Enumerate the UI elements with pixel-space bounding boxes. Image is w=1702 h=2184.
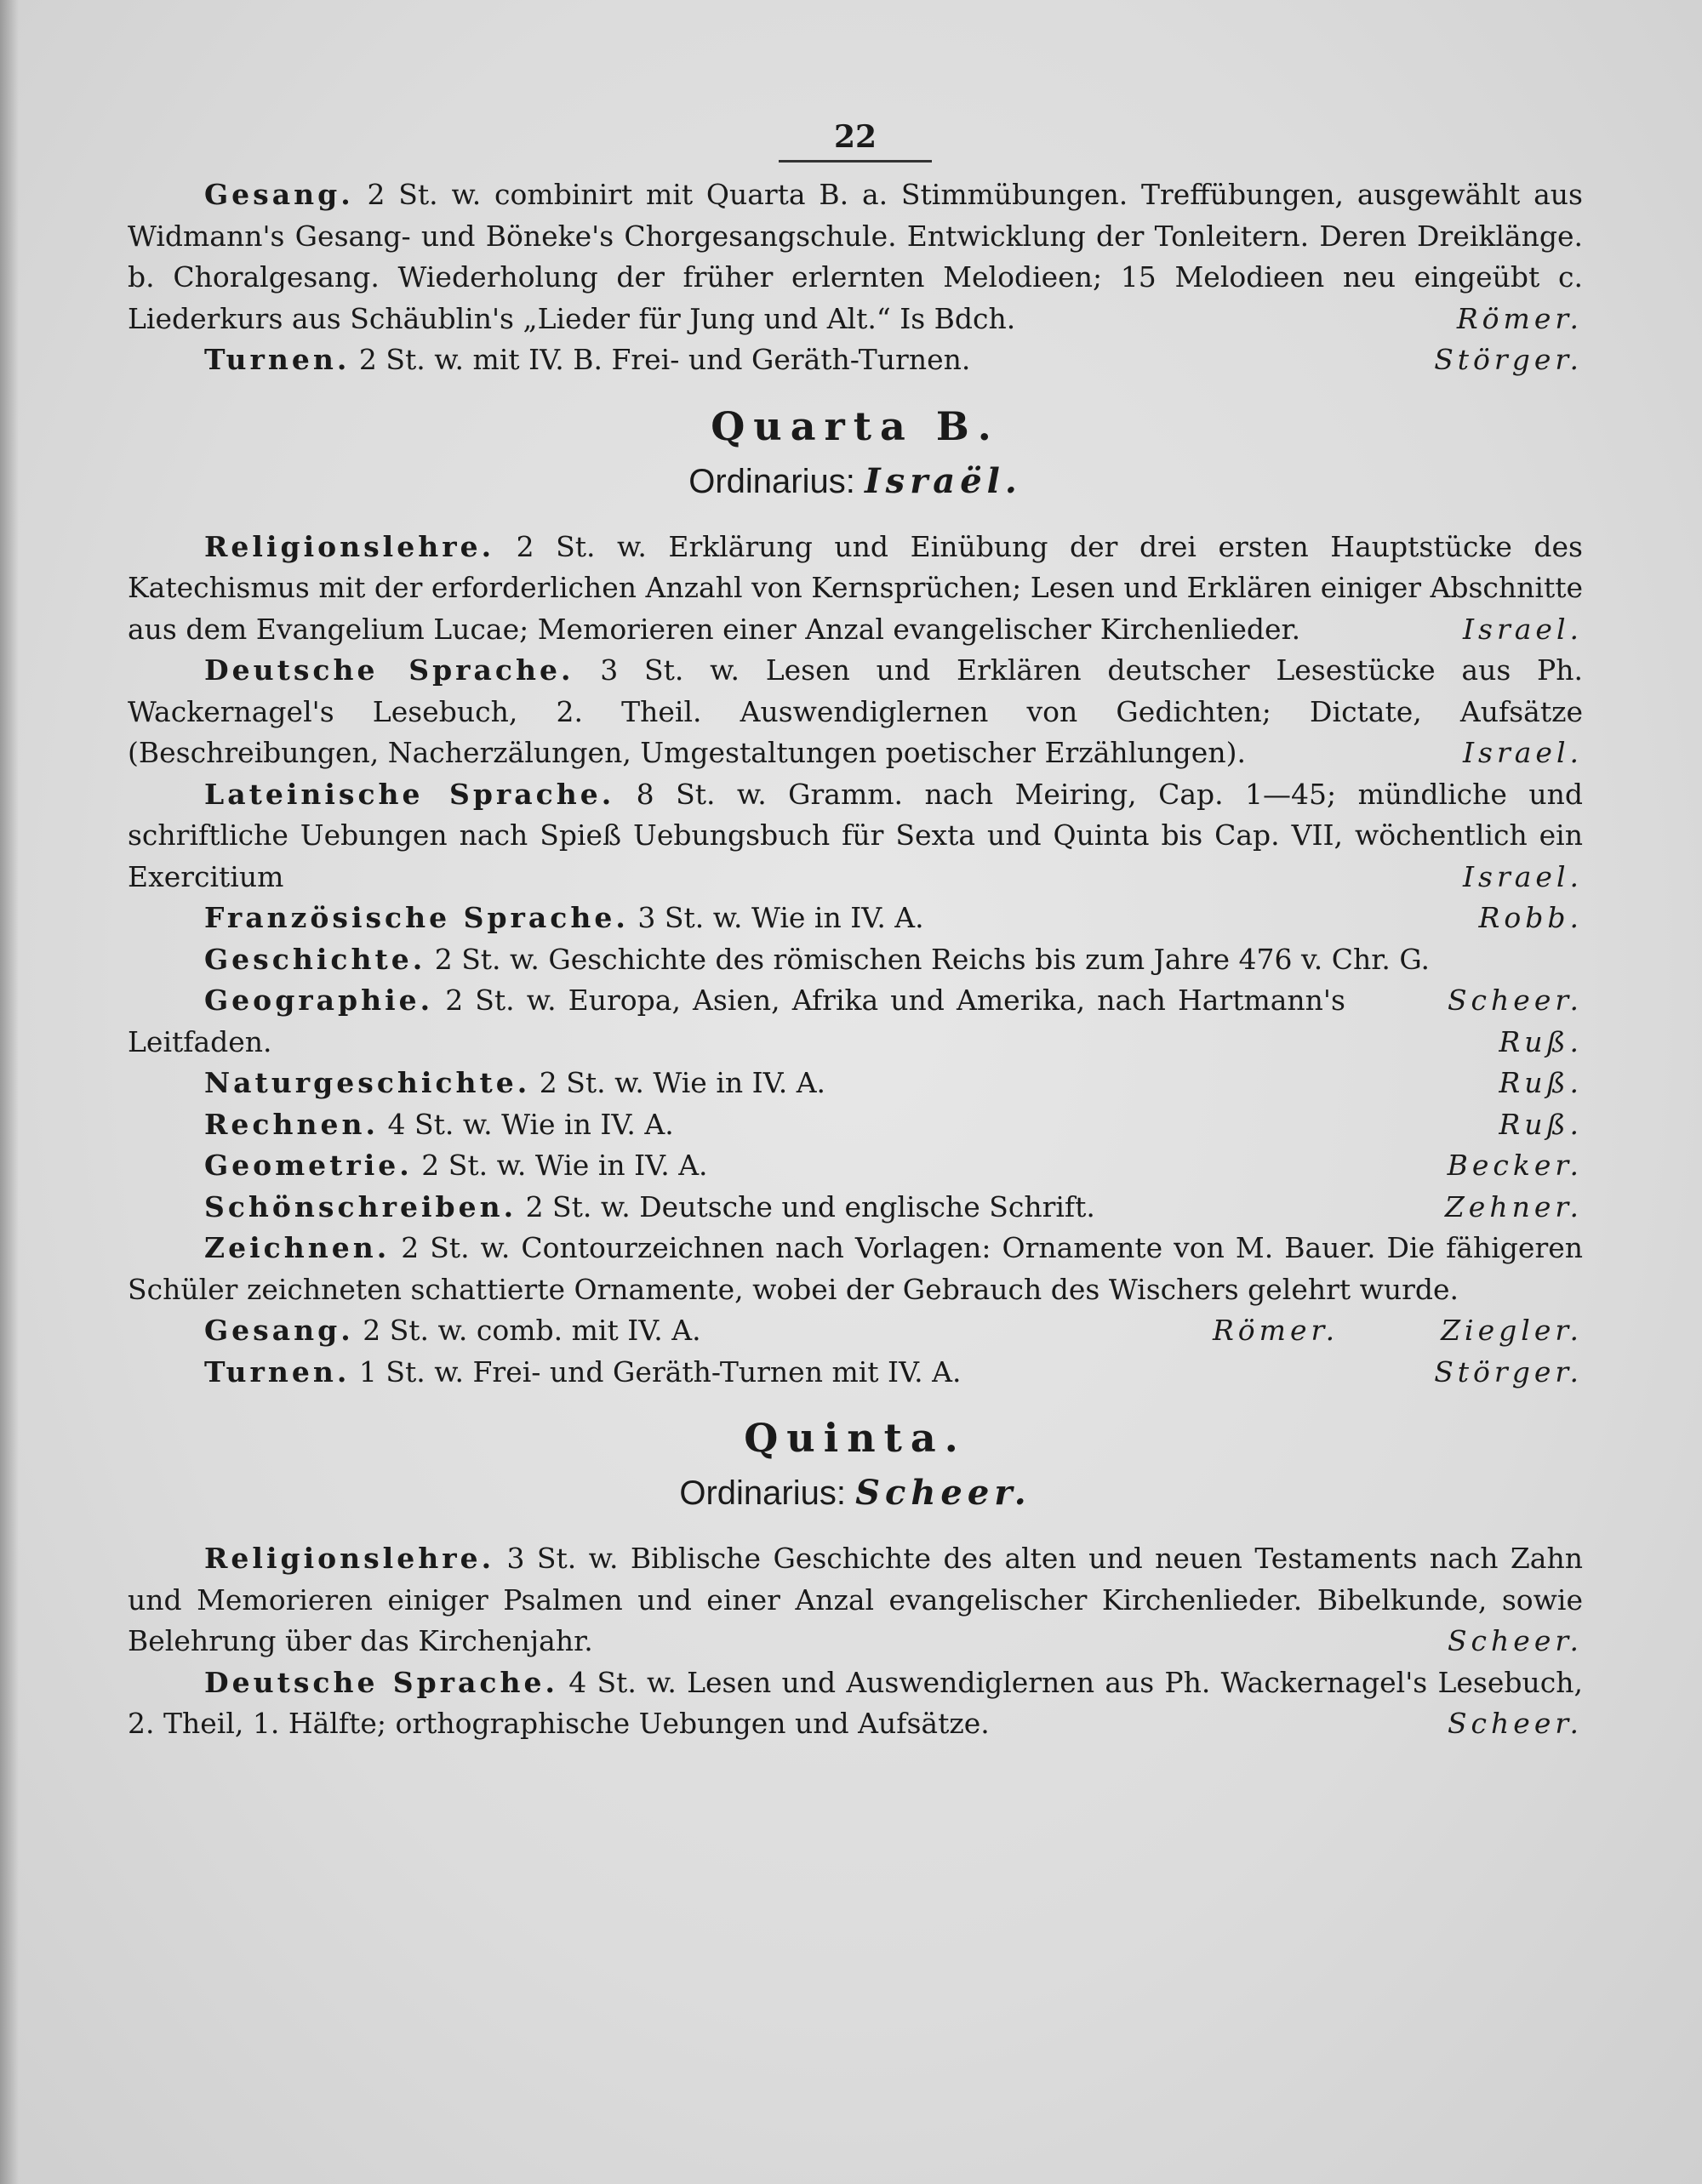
subject-name: Deutsche Sprache.: [204, 1665, 558, 1699]
quarta-b-entries: [128, 527, 1583, 1394]
subject-description: 4 St. w. Wie in IV. A.: [387, 1107, 674, 1141]
subject-name: Geographie.: [204, 984, 434, 1017]
section-title-quinta: Quinta.: [744, 1415, 967, 1461]
teacher-name: Störger.: [1434, 343, 1583, 376]
page-edge-shadow: [0, 0, 19, 2184]
teacher-name: Ziegler.: [1441, 1314, 1583, 1347]
ordinarius-quarta-b: [128, 461, 1583, 501]
subject-entry: [128, 650, 1583, 774]
subject-name: Französische Sprache.: [204, 901, 629, 934]
ordinarius-label: Ordinarius:: [688, 462, 855, 500]
teacher-name: Zehner.: [1444, 1189, 1583, 1223]
subject-name: Turnen.: [204, 1354, 351, 1389]
subject-description: 2 St. w. Deutsche und englische Schrift.: [525, 1189, 1095, 1223]
ordinarius-quinta: [128, 1473, 1583, 1513]
page-number: 22: [833, 119, 877, 155]
subject-name: Lateinische Sprache.: [204, 777, 615, 811]
subject-name: Schönschreiben.: [204, 1189, 517, 1223]
subject-description: 2 St. w. Wie in IV. A.: [539, 1066, 826, 1099]
teacher-name: Ruß.: [1499, 1024, 1583, 1058]
teacher-name: Römer.: [1212, 1314, 1339, 1347]
subject-name: Zeichnen.: [204, 1231, 391, 1264]
teacher-name: Scheer.: [1447, 1707, 1583, 1740]
subject-description: 2 St. w. Geschichte des römischen Reichs bis zum Jahre 476 v. Chr. G.: [434, 942, 1431, 976]
subject-description: 2 St. w. mit IV. B. Frei- und Geräth-Turnen.: [358, 343, 971, 376]
subject-description: 3 St. w. Wie in IV. A.: [637, 901, 924, 934]
teacher-name: Römer.: [1456, 301, 1583, 335]
teacher-name: Becker.: [1447, 1149, 1583, 1182]
subject-name: Geschichte.: [204, 942, 426, 976]
subject-entry: [128, 527, 1583, 651]
subject-entry: [128, 1145, 1583, 1187]
teacher-name: Israel.: [1463, 612, 1583, 646]
subject-entry: [128, 1352, 1583, 1394]
subject-entry: [128, 1104, 1583, 1146]
top-entries: [128, 174, 1583, 381]
subject-name: Religionslehre.: [204, 1542, 495, 1575]
teacher-name: Ruß.: [1499, 1066, 1583, 1099]
subject-description: 2 St. w. comb. mit IV. A.: [363, 1314, 701, 1347]
subject-entry: [128, 1063, 1583, 1104]
subject-name: Gesang.: [204, 178, 354, 211]
teacher-name: Israel.: [1463, 859, 1583, 893]
subject-entry: [128, 1662, 1583, 1745]
subject-entry: [128, 898, 1583, 939]
ordinarius-name: Israël.: [864, 460, 1022, 501]
subject-description: 2 St. w. Erklärung und Einübung der drei ersten Hauptstücke des Katechismus mit der erforderlichen Anzahl von Kernsprüchen; Lesen und Erklären einiger Abschnitte aus dem Evangelium Lucae; Memorieren einer Anzal evangelischer Kirchenlieder.: [128, 529, 1583, 646]
subject-name: Turnen.: [204, 343, 351, 376]
subject-description: 1 St. w. Frei- und Geräth-Turnen mit IV. A.: [358, 1354, 962, 1389]
teacher-name: Israel.: [1463, 736, 1583, 769]
subject-entry: [128, 1187, 1583, 1229]
subject-description: 3 St. w. Biblische Geschichte des alten und neuen Testaments nach Zahn und Memorieren einiger Psalmen und einer Anzal evangelischer Kirchenlieder. Bibelkunde, sowie Belehrung über das Kirchenjahr.: [128, 1542, 1583, 1657]
quinta-entries: [128, 1538, 1583, 1745]
teacher-name: Robb.: [1478, 901, 1583, 934]
teacher-name: Störger.: [1434, 1354, 1583, 1389]
teacher-name: Scheer.: [1447, 984, 1583, 1017]
subject-description: 4 St. w. Lesen und Auswendiglernen aus Ph. Wackernagel's Lesebuch, 2. Theil, 1. Hälfte; orthographische Uebungen und Aufsätze.: [128, 1665, 1583, 1740]
teacher-name: Ruß.: [1499, 1107, 1583, 1141]
subject-description: 3 St. w. Lesen und Erklären deutscher Lesestücke aus Ph. Wackernagel's Lesebuch, 2. Theil. Auswendiglernen von Gedichten; Dictate, Aufsätze (Beschreibungen, Nacherzälungen, Umgestaltungen poetischer Erzählungen).: [128, 653, 1583, 769]
subject-entry: [128, 1538, 1583, 1662]
ordinarius-name: Scheer.: [855, 1473, 1031, 1513]
teacher-name: Scheer.: [1447, 1624, 1583, 1657]
subject-name: Naturgeschichte.: [204, 1066, 531, 1099]
text-column: [128, 102, 1583, 1745]
subject-description: 2 St. w. combinirt mit Quarta B. a. Stimmübungen. Treffübungen, ausgewählt aus Widmann's Gesang- und Böneke's Chorgesangschule. Entwicklung der Tonleitern. Deren Dreiklänge. b. Choralgesang. Wiederholung der früher erlernten Melodieen; 15 Melodieen neu eingeübt c. Liederkurs aus Schäublin's „Lieder für Jung und Alt.“ Is Bdch.: [128, 178, 1583, 335]
subject-entry: [128, 174, 1583, 339]
subject-description: 2 St. w. Europa, Asien, Afrika und Amerika, nach Hartmann's Leitfaden.: [128, 984, 1345, 1058]
section-title-quarta-b: Quarta B.: [711, 402, 1000, 449]
subject-description: 2 St. w. Wie in IV. A.: [421, 1149, 708, 1182]
page-number-rule: [779, 160, 932, 163]
subject-entry: [128, 339, 1583, 381]
subject-name: Deutsche Sprache.: [204, 653, 574, 687]
subject-name: Gesang.: [204, 1314, 354, 1347]
subject-description: 8 St. w. Gramm. nach Meiring, Cap. 1—45; mündliche und schriftliche Uebungen nach Spieß Uebungsbuch für Sexta und Quinta bis Cap. VII, wöchentlich ein Exercitium: [128, 777, 1583, 893]
ordinarius-label: Ordinarius:: [679, 1474, 846, 1512]
subject-name: Geometrie.: [204, 1149, 413, 1182]
subject-name: Religionslehre.: [204, 529, 495, 563]
subject-description: 2 St. w. Contourzeichnen nach Vorlagen: Ornamente von M. Bauer. Die fähigeren Schüler zeichneten schattierte Ornamente, wobei der Gebrauch des Wischers gelehrt wurde.: [128, 1231, 1583, 1306]
subject-name: Rechnen.: [204, 1107, 379, 1141]
subject-entry: [128, 774, 1583, 898]
